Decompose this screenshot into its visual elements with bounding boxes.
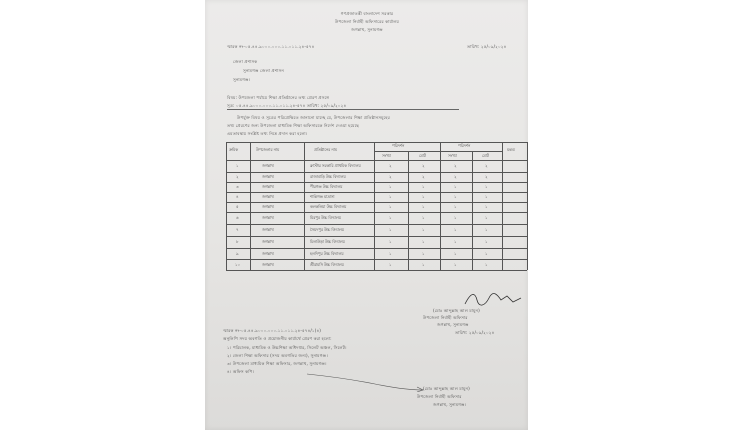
- copy-memo-number: স্মারক নং-০৫.৪৪.৯০০০.০০০.১১.০১১.২৪-৫৭৪/১(৪): [223, 328, 322, 333]
- table-subheader-4: মোট: [482, 153, 489, 158]
- header-line-2: উপজেলা নির্বাহী অফিসারের কার্যালয়: [335, 19, 399, 24]
- body-line-3: এমতাবস্থায় সংশ্লিষ্ট তথ্য নিম্নে প্রদান করা হলো।: [227, 131, 308, 136]
- subject-underline: [227, 109, 459, 110]
- signature2-title: উপজেলা নির্বাহী অফিসার: [417, 394, 462, 399]
- table-header-inspection-2: পরিদর্শন: [458, 143, 471, 148]
- table-header-upazila: উপজেলার নাম: [256, 147, 280, 152]
- pen-mark: [305, 370, 425, 392]
- signature-place: জগন্নাথ, সুনামগঞ্জ: [437, 322, 469, 327]
- copy-intro: অনুলিপি সদয় অবগতি ও প্রয়োজনীয় কার্যার্থে প্রেরণ করা হলো:: [223, 336, 332, 341]
- header-line-1: গণপ্রজাতন্ত্রী বাংলাদেশ সরকার: [340, 11, 394, 16]
- table-header-serial: ক্রমিক: [229, 147, 239, 152]
- recipient-line-2: সুনামগঞ্জ জেলা প্রশাসন: [243, 68, 284, 73]
- table-header-institution: প্রতিষ্ঠানের নাম: [314, 147, 337, 152]
- data-table: ক্রমিক উপজেলার নাম প্রতিষ্ঠানের নাম পরিদর্শন পরিদর্শন মন্তব্য সংখ্যা মোট সংখ্যা মোট ১ জগন্নাথ ক্লাস্টার সরকারি প্রাথমিক বিদ্যালয় ২ ২ ২ ২ ২ জগন্নাথ রাজাবাড়ি উচ্চ বিদ্যালয় ২ ২ ২ ২ ৩ জগন্নাথ পীরগঞ্জ উচ্চ বিদ্যালয় ১ ১ ১ ১ ৪ জগন্নাথ শান্তিগঞ্জ মাদ্রাসা ১ ১ ১ ১ ৫ জগন্নাথ কলকলিয়া উচ্চ বিদ্যালয় ১ ১ ১ ১ ৬ জগন্নাথ মিরপুর উচ্চ বিদ্যালয় ১ ১ ১ ১ ৭ জগন্নাথ সৈয়দপুর উচ্চ বিদ্যালয় ১ ১ ১ ১ ৮ জগন্নাথ চিলাউড়া উচ্চ বিদ্যালয় ১ ১ ১ ১ ৯ জগন্নাথ হলদিপুর উচ্চ বিদ্যালয় ১ ১ ১ ১ ১০ জগন্নাথ শ্রীরামসি উচ্চ বিদ্যালয় ১ ১ ১ ১: [226, 142, 527, 278]
- memo-number: স্মারক নং-০৫.৪৪.৯০০০.০০০.১১.০১১.২৪-৫৭৪: [227, 44, 315, 49]
- memo-date: তারিখ: ২৫/০৯/২০২৪: [467, 44, 507, 49]
- table-header-remarks: মন্তব্য: [507, 147, 515, 152]
- header-line-3: জগন্নাথ, সুনামগঞ্জ: [351, 27, 383, 32]
- signature-title: উপজেলা নির্বাহী অফিসার: [423, 315, 468, 320]
- body-line-2: তথ্য প্রেরণের জন্য উপজেলা মাধ্যমিক শিক্ষা অফিসারকে নির্দেশ দেওয়া হয়েছে: [227, 123, 360, 128]
- copy-item: ৩। উপজেলা মাধ্যমিক শিক্ষা অফিসার, জগন্নাথ, সুনামগঞ্জ।: [227, 361, 327, 366]
- signature2-name: (মোঃ আব্দুল্লাহ আল মামুন): [423, 386, 470, 391]
- body-line-1: উপর্যুক্ত বিষয় ও সূত্রের পরিপ্রেক্ষিতে জানানো যাচ্ছে যে, উপজেলার শিক্ষা প্রতিষ্ঠানসমূহের: [237, 115, 390, 120]
- document-page: [205, 0, 528, 430]
- copy-item: ২। জেলা শিক্ষা অফিসার (সদয় অবগতির জন্য), সুনামগঞ্জ।: [227, 353, 328, 358]
- table-subheader-1: সংখ্যা: [382, 153, 391, 158]
- recipient-line-1: জেলা প্রশাসক: [233, 59, 258, 64]
- table-subheader-3: সংখ্যা: [448, 153, 457, 158]
- subject-line-1: বিষয়: উপজেলা পর্যায়ে শিক্ষা প্রতিষ্ঠানের তথ্য প্রেরণ প্রসঙ্গে: [227, 95, 330, 100]
- signature-name: (মোঃ আব্দুল্লাহ আল মামুন): [433, 308, 480, 313]
- signature-date: তারিখ: ২৫/০৯/২০২৪: [455, 330, 495, 335]
- table-header-inspection-1: পরিদর্শন: [392, 143, 405, 148]
- table-subheader-2: মোট: [419, 153, 426, 158]
- recipient-line-3: সুনামগঞ্জ।: [233, 77, 251, 82]
- subject-line-2: সূত্র: ০৫.৪৪.৯০০০.০০০.১১.০১১.২৪-৫৭৪ তারিখ: ২৫/০৯/২০২৪: [227, 103, 347, 108]
- copy-item: ৪। অফিস কপি।: [227, 369, 254, 374]
- signature2-place: জগন্নাথ, সুনামগঞ্জ।: [433, 402, 467, 407]
- copy-item: ১। পরিচালক, মাধ্যমিক ও উচ্চশিক্ষা অধিদপ্তর, সিলেট অঞ্চল, সিলেট।: [227, 345, 347, 350]
- signature-mark: [463, 290, 523, 308]
